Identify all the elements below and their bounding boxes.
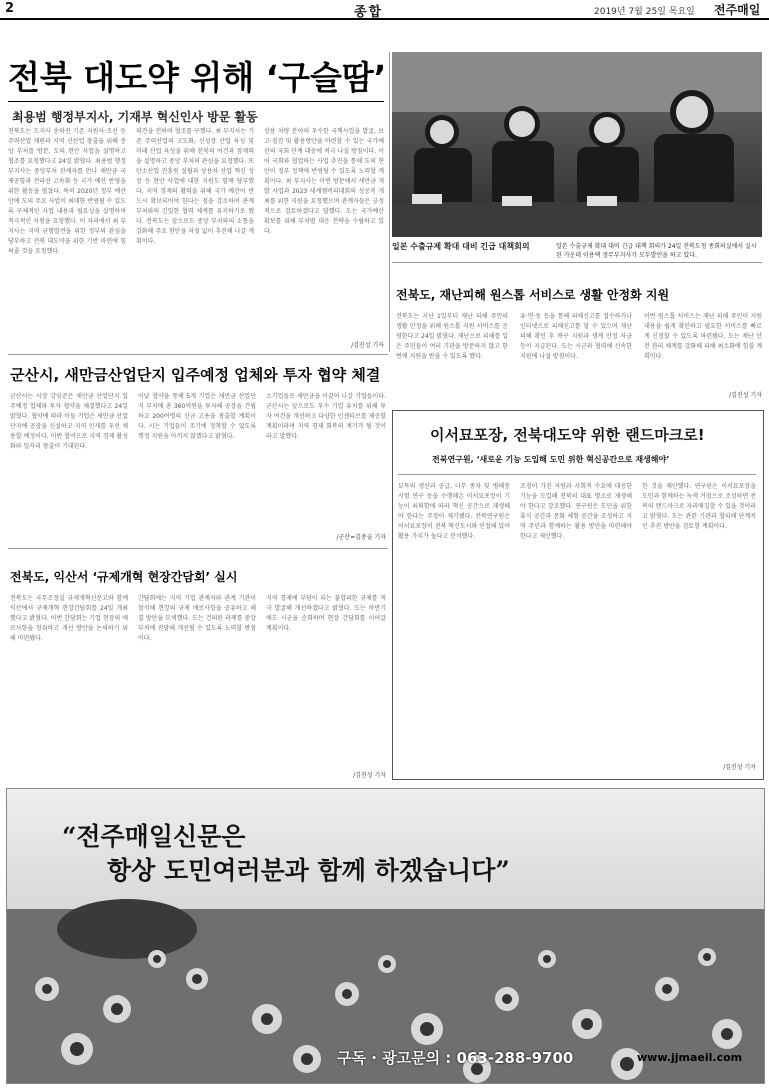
article-column: 전북도는 지난 1일부터 재난 피해 주민의 생활 안정을 위해 원스톱 지원 서비스를 운영한다고 24일 밝혔다. 재난으로 피해를 입은 주민들이 여러 기관을 방문하지 않고 한 번에 지원을 받을 수 있도록 했다. bbox=[396, 313, 508, 360]
article-column: 묘목의 생산과 공급, 나무 종자 및 병해충 시험 연구 등을 수행해온 이서묘포장이 기능이 쇠퇴함에 따라 혁신 공간으로 재생해야 한다는 주장이 제기됐다. 전북연구원은 이서묘포장이 전북 혁신도시와 인접해 있어 활용 가치가 높다고 분석했다. bbox=[398, 483, 510, 540]
disaster-article-body bbox=[396, 312, 762, 388]
page-number: 2 bbox=[5, 1, 15, 16]
article-column: 군산시는 시장 강임준은 새만금 산업단지 입주예정 업체와 투자 협약을 체결했다고 24일 밝혔다. 협약에 따라 이들 기업은 새만금 산업단지에 공장을 신설하고 지역 인재를 우선 채용할 예정이다. 이번 협약으로 지역 경제 활성화와 일자리 창출이 기대된다. bbox=[10, 393, 128, 450]
section-title: 종합 bbox=[354, 5, 384, 20]
photo-caption-title: 일본 수출규제 확대 대비 긴급 대책회의 bbox=[392, 242, 530, 251]
disaster-headline: 전북도, 재난피해 원스톱 서비스로 생활 안정화 지원 bbox=[396, 288, 670, 302]
ad-slogan-line: “전주매일신문은 bbox=[62, 822, 246, 851]
article-column: 한 것을 제안했다. 연구원은 이서묘포장을 도민과 함께하는 녹색 거점으로 조성하면 전북의 랜드마크로 자리매김할 수 있을 것이라고 밝혔다. 도는 관련 기관과 협의해 단계적인 추진 방안을 검토할 계획이다. bbox=[642, 483, 756, 530]
divider bbox=[392, 262, 762, 263]
divider bbox=[8, 101, 384, 102]
advertisement bbox=[6, 788, 765, 1084]
article-column: 유·면·동 등을 통해 피해신고를 접수하거나 인터넷으로 피해신고를 할 수 있으며 재난 피해 확인 후 복구 지원과 생계 안정 자금 등이 지급된다. 도는 시군과 협력해 신속한 지원에 나설 방침이다. bbox=[520, 313, 632, 360]
byline: /김진성 기자 bbox=[351, 342, 384, 349]
ad-url[interactable]: www.jjmaeil.com bbox=[637, 1051, 743, 1064]
main-article-body bbox=[8, 127, 384, 342]
main-headline: 전북 대도약 위해 ‘구슬땀’ bbox=[8, 58, 387, 97]
divider bbox=[389, 52, 390, 352]
article-column: 상용 차량 분야의 우수한 국책사업을 발굴, 보고·점검 및 활용방안을 마련할 수 있는 국가예산의 국회 단계 대응에 적극 나설 방침이다. 이어 국회와 협업하는 사업 추진을 통해 도의 현안이 정부 정책에 반영될 수 있도록 노력할 계획이다. 최 부지사는 이번 방문에서 새만금 개발 사업과 2023 세계잼버리대회의 성공적 개최를 위한 지원을 요청했으며 관계자들은 긍정적으로 검토하겠다고 답했다. 도는 국가예산 확보를 위해 부처별 대응 전략을 수립하고 있다. bbox=[264, 128, 384, 235]
main-subheadline: 최용범 행정부지사, 기재부 혁신인사 방문 활동 bbox=[12, 110, 258, 124]
photo-caption: 일본 수출규제 확대 대비 긴급 대책 회의가 24일 전북도청 종회의실에서 실시된 가운데 이용택 정무부지사가 모두발언을 하고 있다. bbox=[556, 243, 757, 259]
article-column: 전북도는 국무조정실 규제개혁신문고와 함께 익산에서 규제개혁 현장간담회를 24일 개최했다고 밝혔다. 이번 간담회는 기업 현장의 애로사항을 청취하고 개선 방안을 논의하기 위해 마련됐다. bbox=[10, 595, 128, 642]
meeting-photo bbox=[392, 52, 762, 237]
article-column: 전북도는 도지사 송하진 기존 지원사·조선 등 주력산업 재편과 지역 신산업 창출을 위해 중앙 부처를 방문, 도의 현안 사업을 설명하고 협조를 요청했다고 24일 밝혔다. 최용범 행정부지사는 중앙부처 관계자를 만나 새만금 국제공항과 전라선 고속화 등 국가 예산 반영을 위한 활동을 펼쳤다. 특히 2020년 정부 예산안에 도의 주요 사업이 최대한 반영될 수 있도록 구체적인 사업 내용과 필요성을 설명하며 적극적인 지원을 요청했다. 이 자리에서 최 부지사는 지역 균형발전을 위한 정부의 관심을 당부하고 전북 대도약을 위한 기반 마련에 힘써줄 것을 요청했다. bbox=[8, 128, 126, 255]
article-column: 이날 협약을 통해 5개 기업은 새만금 산업단지 부지에 총 360억원을 투자해 공장을 건립하고 200여명의 신규 고용을 창출할 계획이다. 시는 기업들이 조기에 정착할 수 있도록 행정 지원을 아끼지 않겠다고 밝혔다. bbox=[138, 393, 256, 440]
paper-name: 전주매일 bbox=[714, 3, 761, 17]
byline: /김진성 기자 bbox=[353, 772, 386, 779]
box-article-body bbox=[398, 482, 756, 756]
iksan-headline: 전북도, 익산서 ‘규제개혁 현장간담회’ 실시 bbox=[10, 570, 238, 584]
byline: /김진성 기자 bbox=[729, 392, 762, 399]
article-column: 조경이 가진 자원과 사회적 수요에 대응한 기능을 도입해 전북의 대표 명소로 재생해야 한다고 강조했다. 연구원은 도민을 위한 휴식 공간과 문화 체험 공간을 조성하고 지역 주민과 함께하는 활용 방안을 마련해야 한다고 제안했다. bbox=[520, 483, 632, 540]
iksan-article-body bbox=[10, 594, 386, 754]
article-column: 소기업들로 새만금을 이끌어 나갈 기업들이다. 군산시는 앞으로도 우수 기업 유치를 위해 투자 여건을 개선하고 다양한 인센티브를 제공할 계획이라며 지역 경제 회복의 계기가 될 것이라고 말했다. bbox=[266, 393, 386, 440]
divider bbox=[8, 548, 388, 549]
gunsan-article-body bbox=[10, 392, 386, 518]
divider bbox=[398, 474, 756, 475]
article-column: 의견을 전하며 협조를 구했다. 최 부지사는 기존 주력산업의 고도화, 신성장 산업 육성 및 미래 산업 육성을 위해 전북의 여건과 잠재력을 설명하고 중앙 부처의 관심을 요청했다. 또 탄소산업 진흥원 설립과 상용차 산업 혁신 성장 등 현안 사업에 대한 지원도 함께 당부했다. 지역 경제의 활력을 위해 국가 예산이 반드시 확보되어야 한다는 점을 강조하며 관계 부처와의 긴밀한 협력 체계를 유지하기로 했다. 전북도는 앞으로도 중앙 부처와의 소통을 강화해 주요 현안을 차질 없이 추진해 나갈 계획이다. bbox=[136, 128, 254, 245]
article-column: 이번 원스톱 서비스는 재난 피해 주민이 지원 내용을 쉽게 확인하고 필요한 서비스를 빠르게 신청할 수 있도록 마련됐다. 도는 재난 안전 관리 체계를 강화해 피해 최소화에 힘쓸 계획이다. bbox=[644, 313, 762, 360]
article-column: 간담회에는 지역 기업 관계자와 관계 기관이 참석해 현장의 규제 애로사항을 공유하고 해결 방안을 모색했다. 도는 건의된 과제를 중앙 부처에 전달해 개선될 수 있도록 노력할 방침이다. bbox=[138, 595, 256, 642]
gunsan-headline: 군산시, 새만금산업단지 입주예정 업체와 투자 협약 체결 bbox=[10, 366, 381, 384]
divider bbox=[8, 354, 388, 355]
byline: /김진성 기자 bbox=[723, 764, 756, 771]
ad-slogan-line: 항상 도민여러분과 함께 하겠습니다” bbox=[107, 856, 510, 885]
box-subheadline: 전북연구원, ‘새로운 기능 도입해 도민 위한 혁신공간으로 재생해야’ bbox=[432, 455, 670, 464]
meeting-photo-image bbox=[392, 52, 762, 237]
article-column: 지역 경제에 부담이 되는 불합리한 규제를 적극 발굴해 개선하겠다고 밝혔다. 도는 하반기에도 시군을 순회하며 현장 간담회를 이어갈 계획이다. bbox=[266, 595, 386, 632]
ad-contact: 구독 · 광고문의 : 063-288-9700 bbox=[337, 1049, 574, 1067]
byline: /군산=김종술 기자 bbox=[336, 534, 386, 541]
box-headline: 이서묘포장, 전북대도약 위한 랜드마크로! bbox=[430, 426, 705, 444]
issue-date: 2019년 7월 25일 목요일 bbox=[594, 7, 695, 17]
